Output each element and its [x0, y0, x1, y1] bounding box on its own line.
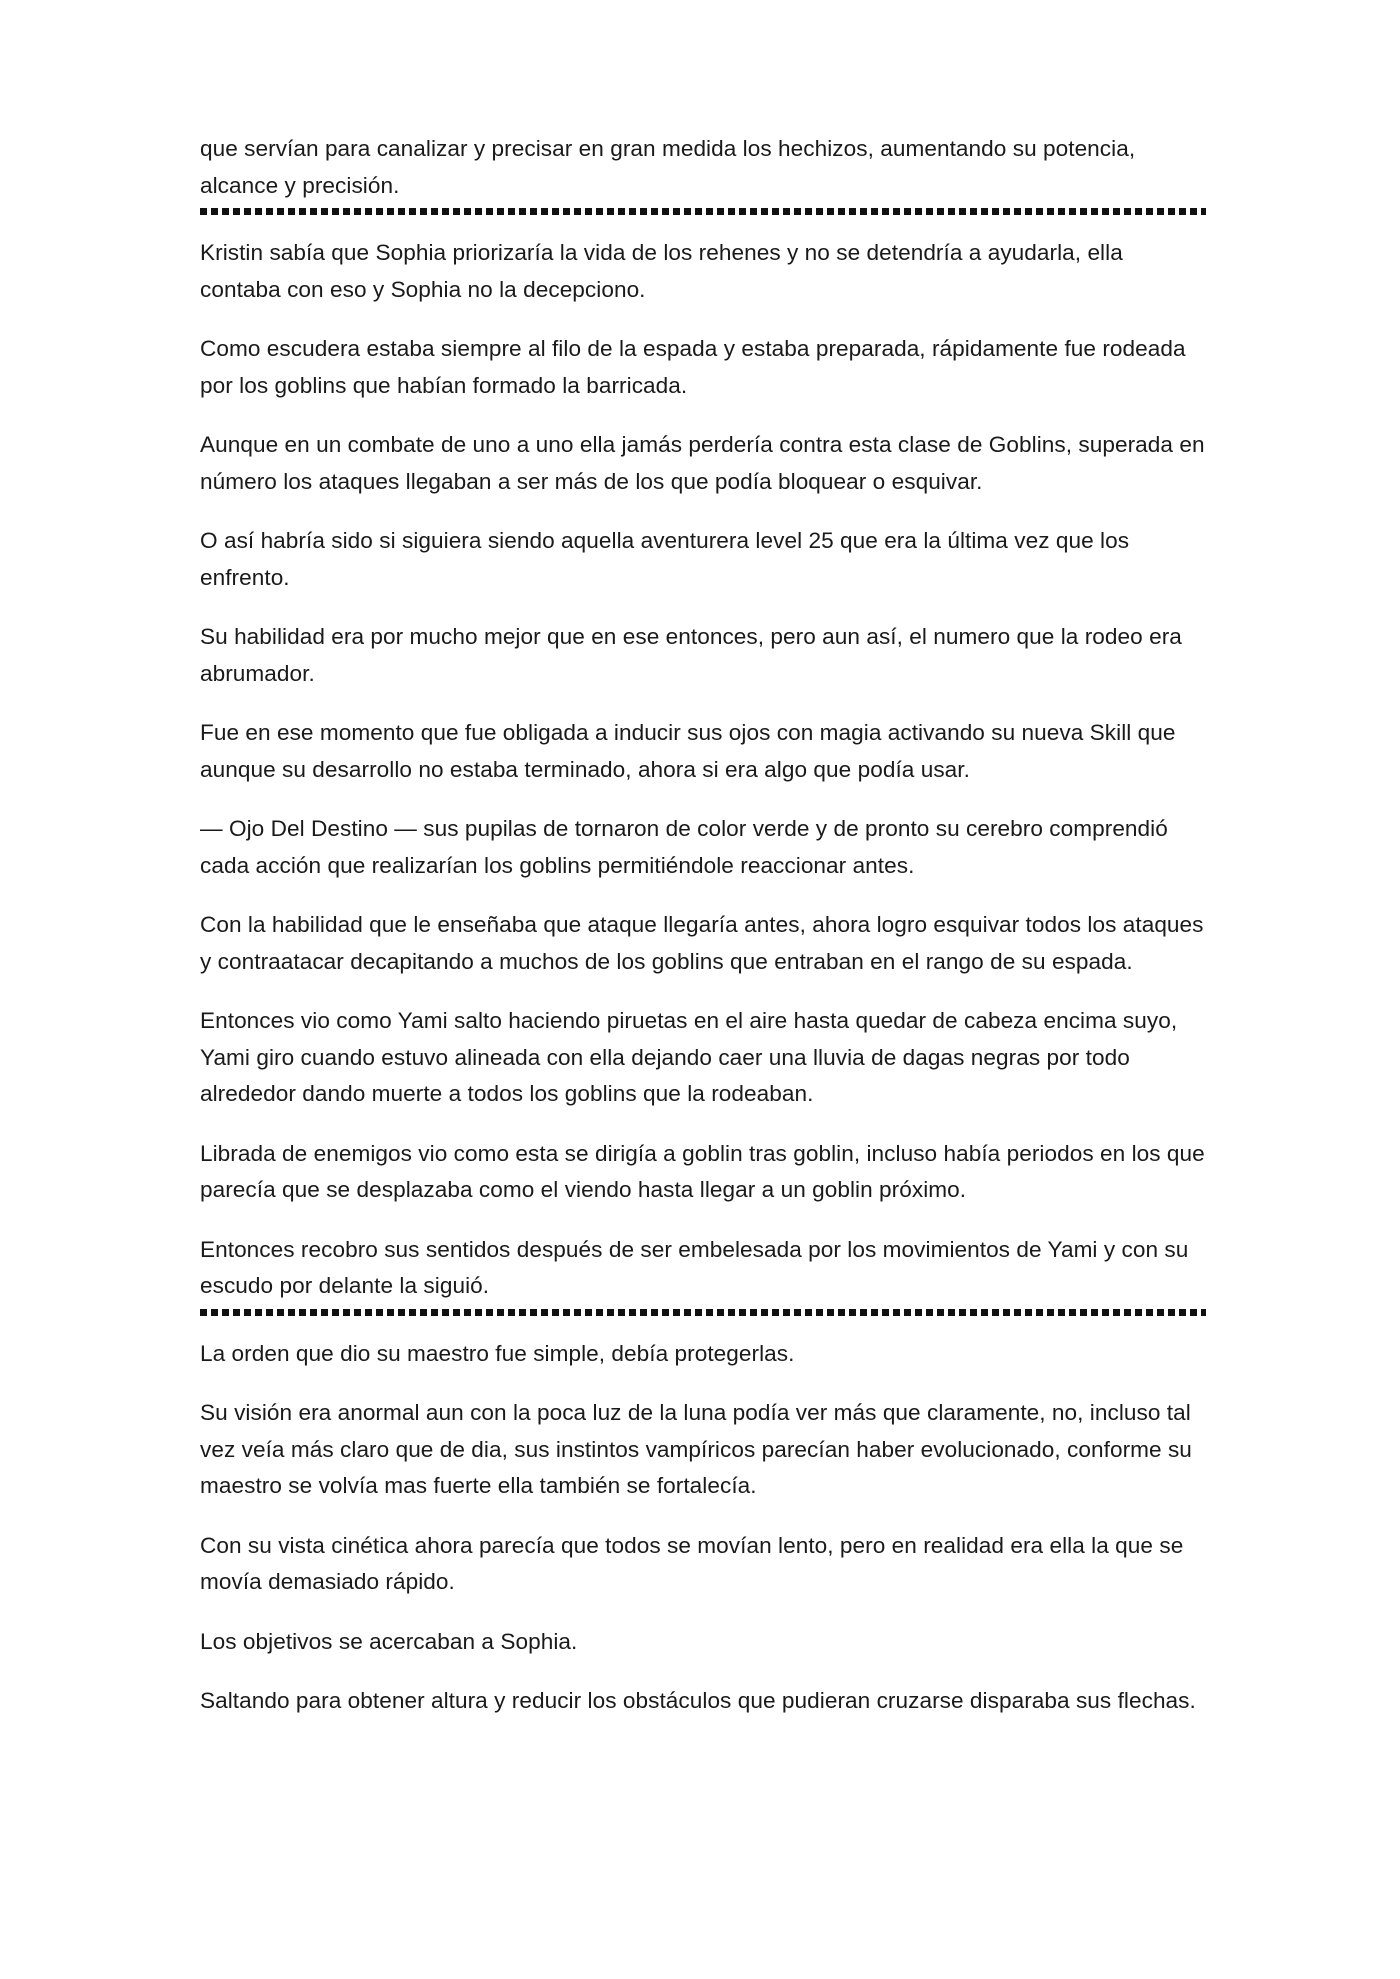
paragraph: La orden que dio su maestro fue simple, debía protegerlas.	[200, 1340, 795, 1366]
paragraph: Los objetivos se acercaban a Sophia.	[200, 1628, 578, 1654]
paragraph: Saltando para obtener altura y reducir los obstáculos que pudieran cruzarse disparaba sus flechas.	[200, 1688, 1196, 1713]
paragraph: Fue en ese momento que fue obligada a inducir sus ojos con magia activando su nueva Skill que aunque su desarrollo no estaba terminado, ahora si era algo que podía usar.	[200, 720, 1176, 782]
document-page	[200, 131, 1206, 1743]
paragraph: Kristin sabía que Sophia priorizaría la vida de los rehenes y no se detendría a ayudarla, ella contaba con eso y Sophia no la decepciono.	[200, 240, 1123, 302]
paragraph: Con su vista cinética ahora parecía que todos se movían lento, pero en realidad era ella la que se movía demasiado rápido.	[200, 1532, 1184, 1594]
paragraph: que servían para canalizar y precisar en gran medida los hechizos, aumentando su potencia, alcance y precisión.	[200, 136, 1136, 198]
paragraph: Entonces recobro sus sentidos después de ser embelesada por los movimientos de Yami y con su escudo por delante la siguió.	[200, 1236, 1189, 1298]
paragraph: O así habría sido si siguiera siendo aquella aventurera level 25 que era la última vez que los enfrento.	[200, 528, 1130, 590]
paragraph: — Ojo Del Destino — sus pupilas de tornaron de color verde y de pronto su cerebro comprendió cada acción que realizarían los goblins permitiéndole reaccionar antes.	[200, 816, 1168, 878]
paragraph: Aunque en un combate de uno a uno ella jamás perdería contra esta clase de Goblins, superada en número los ataques llegaban a ser más de los que podía bloquear o esquivar.	[200, 432, 1205, 494]
paragraph: Librada de enemigos vio como esta se dirigía a goblin tras goblin, incluso había periodos en los que parecía que se desplazaba como el viendo hasta llegar a un goblin próximo.	[200, 1140, 1205, 1202]
paragraph: Su visión era anormal aun con la poca luz de la luna podía ver más que claramente, no, incluso tal vez veía más claro que de dia, sus instintos vampíricos parecían haber evolucionado, conforme su maestro se volvía mas fuerte ella también se fortalecía.	[200, 1400, 1192, 1498]
paragraph: Con la habilidad que le enseñaba que ataque llegaría antes, ahora logro esquivar todos los ataques y contraatacar decapitando a muchos de los goblins que entraban en el rango de su espada.	[200, 912, 1204, 974]
paragraph: Entonces vio como Yami salto haciendo piruetas en el aire hasta quedar de cabeza encima suyo, Yami giro cuando estuvo alineada con ella dejando caer una lluvia de dagas negras por todo alrededor dando muerte a todos los goblins que la rodeaban.	[200, 1008, 1178, 1106]
section-divider	[200, 1309, 1206, 1316]
paragraph: Como escudera estaba siempre al filo de la espada y estaba preparada, rápidamente fue rodeada por los goblins que habían formado la barricada.	[200, 336, 1186, 398]
paragraph: Su habilidad era por mucho mejor que en ese entonces, pero aun así, el numero que la rodeo era abrumador.	[200, 624, 1182, 686]
section-divider	[200, 208, 1206, 215]
